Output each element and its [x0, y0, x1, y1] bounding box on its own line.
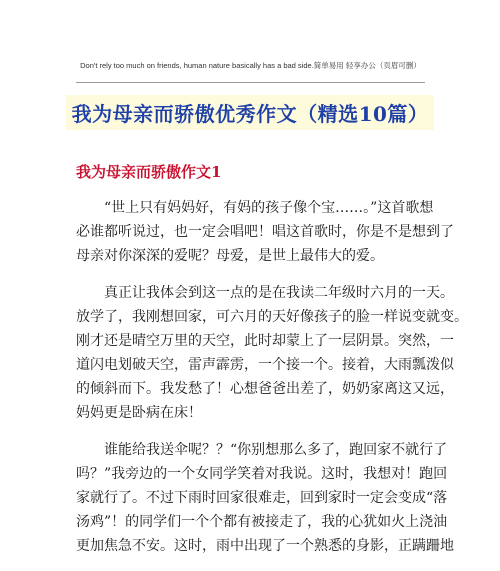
paragraph-line: 母亲对你深深的爱呢？母爱，是世上最伟大的爱。	[76, 248, 384, 264]
paragraph-line: 放学了，我刚想回家，可六月的天好像孩子的脸一样说变就变。	[76, 309, 468, 325]
paragraph-line: 真正让我体会到这一点的是在我读二年级时六月的一天。	[104, 285, 454, 301]
paragraph-line: 刚才还是晴空万里的天空，此时却蒙上了一层阴景。突然，一	[76, 333, 454, 349]
main-title-container	[0, 95, 500, 130]
paragraph-line: 更加焦急不安。这时，雨中出现了一个熟悉的身影，正蹒跚地	[76, 538, 454, 554]
header-divider	[76, 82, 425, 83]
article-body	[76, 196, 468, 571]
paragraph-1	[76, 196, 454, 268]
paragraph-line: “世上只有妈妈好，有妈的孩子像个宝……。”这首歌想	[104, 200, 434, 216]
paragraph-2	[76, 281, 468, 425]
paragraph-line: 必谁都听说过，也一定会唱吧！唱这首歌时，你是不是想到了	[76, 224, 454, 240]
paragraph-3	[76, 438, 454, 558]
paragraph-line: 的倾斜而下。我发愁了！心想爸爸出差了，奶奶家离这又远，	[76, 381, 454, 397]
paragraph-line: 妈妈更是卧病在床！	[76, 405, 202, 421]
paragraph-line: 谁能给我送伞呢？？“你别想那么多了，跑回家不就行了	[104, 442, 448, 458]
page-header-text: Don't rely too much on friends, human nature basically has a bad side.简单易用 轻享办公（页眉可删）	[80, 61, 421, 70]
paragraph-line: 吗？”我旁边的一个女同学笑着对我说。这时，我想对！跑回	[76, 466, 448, 482]
section-title: 我为母亲而骄傲作文1	[76, 163, 222, 181]
paragraph-line: 汤鸡”！的同学们一个个都有被接走了，我的心犹如火上浇油	[76, 514, 448, 530]
paragraph-line: 道闪电划破天空，雷声霹雳，一个接一个。接着，大雨瓢泼似	[76, 357, 454, 373]
paragraph-line: 家就行了。不过下雨时回家很难走，回到家时一定会变成“落	[76, 490, 448, 506]
main-title: 我为母亲而骄傲优秀作文（精选10篇）	[66, 95, 435, 130]
